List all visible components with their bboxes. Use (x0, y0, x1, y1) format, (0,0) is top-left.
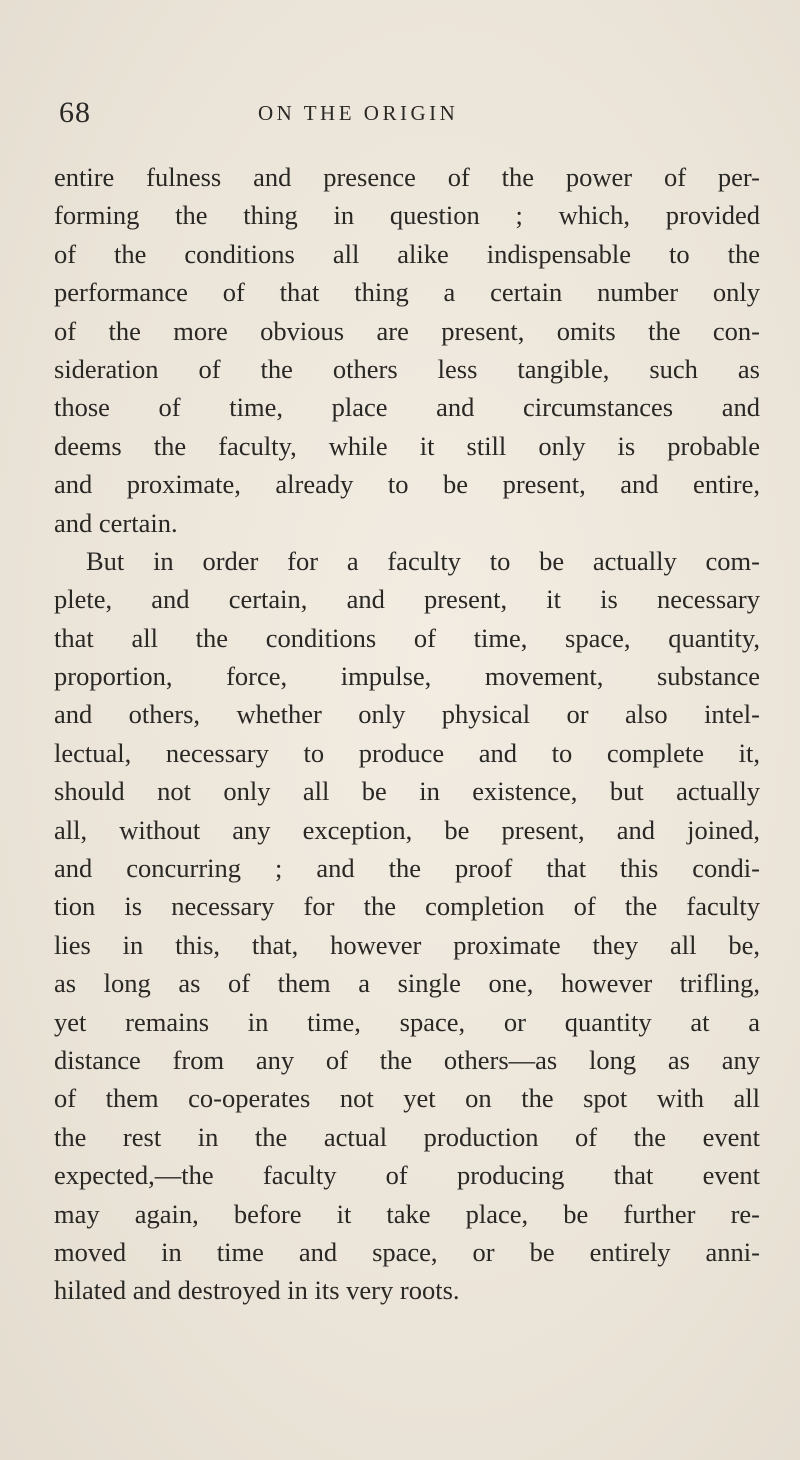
text-line: lies in this, that, however proximate they all be, (54, 929, 760, 960)
text-line: But in order for a faculty to be actually com- (86, 545, 760, 576)
paragraph-1 (54, 158, 760, 542)
text-line: and proximate, already to be present, and entire, (54, 469, 760, 500)
paragraph-2 (54, 542, 760, 1310)
text-line: plete, and certain, and present, it is necessary (54, 584, 760, 615)
text-line: all, without any exception, be present, and joined, (54, 814, 760, 845)
page-number: 68 (59, 96, 91, 129)
text-line: hilated and destroyed in its very roots. (54, 1275, 460, 1306)
text-line: entire fulness and presence of the power of per- (54, 162, 760, 192)
text-line: forming the thing in question ; which, provided (54, 200, 760, 231)
text-line: should not only all be in existence, but actually (54, 776, 760, 807)
text-line: sideration of the others less tangible, such as (54, 353, 760, 384)
text-line: expected,—the faculty of producing that event (54, 1160, 760, 1191)
text-line: of the conditions all alike indispensable to the (54, 238, 760, 269)
text-line: that all the conditions of time, space, quantity, (54, 622, 760, 653)
text-line: those of time, place and circumstances and (54, 392, 760, 423)
text-line: tion is necessary for the completion of the faculty (54, 891, 760, 922)
text-line: may again, before it take place, be further re- (54, 1198, 760, 1229)
text-line: lectual, necessary to produce and to complete it, (54, 737, 760, 768)
text-line: and others, whether only physical or also intel- (54, 699, 760, 730)
text-line: of the more obvious are present, omits the con- (54, 315, 760, 346)
text-line: of them co-operates not yet on the spot with all (54, 1083, 760, 1114)
text-line: performance of that thing a certain number only (54, 277, 760, 308)
text-line: as long as of them a single one, however trifling, (54, 968, 760, 999)
text-line: distance from any of the others—as long as any (54, 1044, 760, 1075)
text-line: and concurring ; and the proof that this condi- (54, 853, 760, 884)
text-line: proportion, force, impulse, movement, substance (54, 661, 760, 692)
text-line: deems the faculty, while it still only is probable (54, 430, 760, 461)
text-line: and certain. (54, 507, 178, 538)
text-line: moved in time and space, or be entirely anni- (54, 1236, 760, 1267)
text-line: the rest in the actual production of the event (54, 1121, 760, 1152)
body-text (54, 158, 760, 1310)
text-line: yet remains in time, space, or quantity at a (54, 1006, 760, 1037)
running-head: ON THE ORIGIN (258, 101, 459, 125)
page-header (48, 96, 758, 136)
